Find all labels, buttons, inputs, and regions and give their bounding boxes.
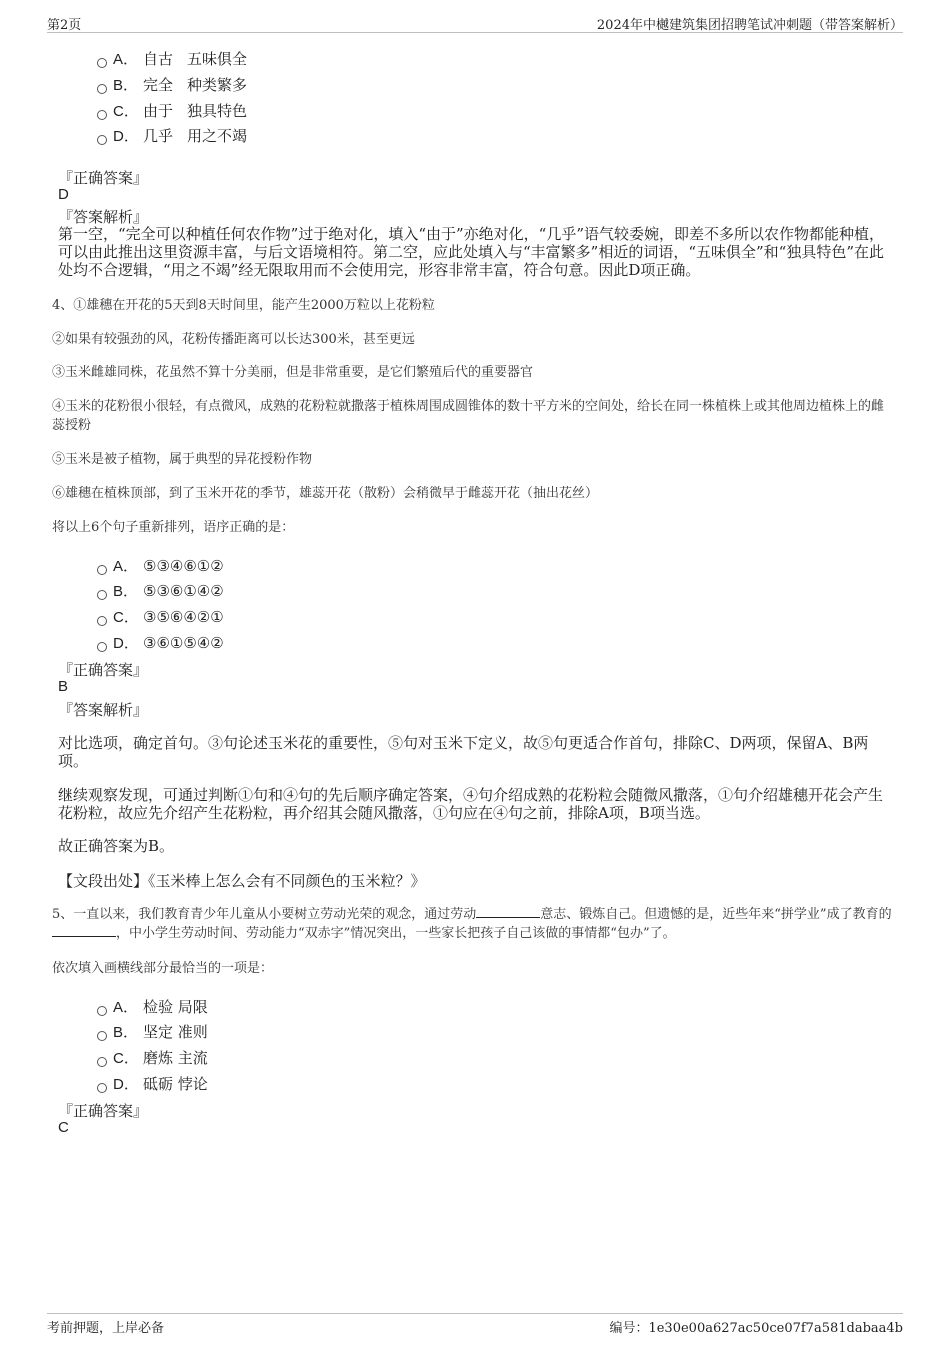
radio-icon[interactable]	[97, 642, 107, 652]
radio-icon[interactable]	[97, 565, 107, 575]
footer-slogan: 考前押题，上岸必备	[47, 1321, 165, 1336]
q4-source: 【文段出处】《玉米棒上怎么会有不同颜色的玉米粒？》	[58, 872, 426, 890]
q3-answer: D	[58, 186, 69, 203]
q5-prompt: 依次填入画横线部分最恰当的一项是：	[52, 961, 274, 976]
radio-icon[interactable]	[97, 110, 107, 120]
q4-option-a[interactable]: A． ⑤③④⑥①②	[97, 555, 224, 575]
q3-analysis: 第一空，“完全可以种植任何农作物”过于绝对化，填入“由于”亦绝对化，“几乎”语气较委婉，即差不多所以农作物都能种植，可以由此推出这里资源丰富，与后文语境相符。第二空，应此处填入与“丰富繁多”相近的词语，“五味俱全”和“独具特色”在此处均不合逻辑，“用之不竭”经无限取用而不会使用完，形容非常丰富，符合句意。因此D项正确。	[58, 225, 885, 279]
q3-analysis-label: 『答案解析』	[58, 208, 149, 226]
q3-answer-label: 『正确答案』	[58, 169, 149, 187]
fill-blank-1[interactable]	[476, 905, 540, 918]
q5-answer: C	[58, 1119, 69, 1136]
radio-icon[interactable]	[97, 84, 107, 94]
fill-blank-2[interactable]	[52, 924, 116, 937]
radio-icon[interactable]	[97, 1057, 107, 1067]
q4-sentence-6: ⑥雄穗在植株顶部，到了玉米开花的季节，雄蕊开花（散粉）会稍微早于雌蕊开花（抽出花丝）	[52, 486, 599, 501]
radio-icon[interactable]	[97, 1006, 107, 1016]
q5-option-b[interactable]: B． 坚定 准则	[97, 1021, 208, 1041]
q4-analysis-p3: 故正确答案为B。	[58, 837, 175, 855]
q4-sentence-4: ④玉米的花粉很小很轻，有点微风，成熟的花粉粒就撒落于植株周围成圆锥体的数十平方米的空间处，给长在同一株植株上或其他周边植株上的雌蕊授粉	[52, 399, 885, 433]
q3-option-c[interactable]: C． 由于 独具特色	[97, 100, 247, 120]
q4-sentence-5: ⑤玉米是被子植物，属于典型的异花授粉作物	[52, 452, 313, 467]
radio-icon[interactable]	[97, 135, 107, 145]
q4-analysis-label: 『答案解析』	[58, 701, 149, 719]
q5-option-d[interactable]: D． 砥砺 悖论	[97, 1073, 208, 1093]
q4-option-c[interactable]: C． ③⑤⑥④②①	[97, 606, 224, 626]
radio-icon[interactable]	[97, 1031, 107, 1041]
radio-icon[interactable]	[97, 616, 107, 626]
page-header	[47, 14, 903, 33]
q3-option-b[interactable]: B． 完全 种类繁多	[97, 74, 247, 94]
q4-option-d[interactable]: D． ③⑥①⑤④②	[97, 632, 224, 652]
q4-sentence-1: 4、①雄穗在开花的5天到8天时间里，能产生2000万粒以上花粉粒	[52, 298, 435, 313]
radio-icon[interactable]	[97, 590, 107, 600]
q4-analysis-p2: 继续观察发现，可通过判断①句和④句的先后顺序确定答案，④句介绍成熟的花粉粒会随微风撒落，①句介绍雄穗开花会产生花粉粒，故应先介绍产生花粉粒，再介绍其会随风撒落，①句应在④句之前，排除A项，B项当选。	[58, 786, 884, 822]
doc-id: 编号：1e30e00a627ac50ce07f7a581dabaa4b	[609, 1321, 903, 1336]
radio-icon[interactable]	[97, 58, 107, 68]
q5-answer-label: 『正确答案』	[58, 1102, 149, 1120]
page-number: 第2页	[47, 18, 82, 33]
q3-option-d[interactable]: D． 几乎 用之不竭	[97, 125, 247, 145]
q3-option-a[interactable]: A． 自古 五味俱全	[97, 48, 247, 68]
q4-sentence-2: ②如果有较强劲的风，花粉传播距离可以长达300米，甚至更远	[52, 332, 415, 347]
radio-icon[interactable]	[97, 1083, 107, 1093]
q4-sentence-3: ③玉米雌雄同株，花虽然不算十分美丽，但是非常重要，是它们繁殖后代的重要器官	[52, 365, 534, 380]
q5-option-c[interactable]: C． 磨炼 主流	[97, 1047, 208, 1067]
q4-option-b[interactable]: B． ⑤③⑥①④②	[97, 580, 224, 600]
q4-prompt: 将以上6个句子重新排列，语序正确的是：	[52, 520, 295, 535]
doc-title: 2024年中樾建筑集团招聘笔试冲刺题（带答案解析）	[596, 18, 903, 33]
q4-answer: B	[58, 678, 69, 695]
q5-option-a[interactable]: A． 检验 局限	[97, 996, 208, 1016]
q4-answer-label: 『正确答案』	[58, 661, 149, 679]
q5-stem: 5、一直以来，我们教育青少年儿童从小要树立劳动光荣的观念，通过劳动 意志、锻炼自己。但遗憾的是，近些年来“拼学业”成了教育的，中小学生劳动时间、劳动能力“双赤字”情况突出，一些家长把孩子自己该做的事情都“包办”了。	[52, 907, 892, 941]
page-footer	[47, 1313, 903, 1336]
q4-analysis-p1: 对比选项，确定首句。③句论述玉米花的重要性，⑤句对玉米下定义，故⑤句更适合作首句，排除C、D两项，保留A、B两项。	[58, 734, 869, 770]
